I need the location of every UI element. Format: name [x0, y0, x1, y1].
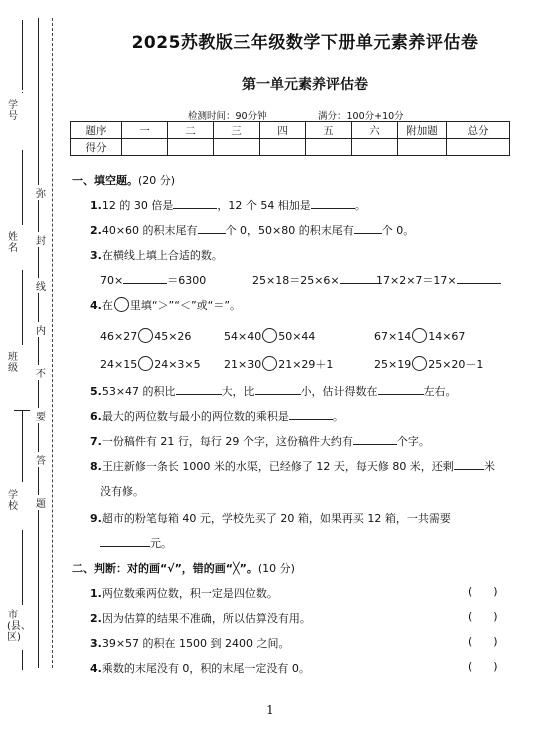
xuehao-write-line — [22, 20, 23, 90]
compare-circle[interactable] — [412, 328, 427, 343]
question-number: 9. — [90, 512, 102, 525]
answer-blank[interactable] — [353, 434, 397, 445]
expr-text: 24×15 — [100, 358, 138, 371]
question-1-4 — [90, 297, 241, 313]
question-text: 39×57 的积在 1500 到 2400 之间。 — [101, 637, 290, 650]
expr-text: 70× — [100, 274, 124, 287]
question-1-5 — [90, 383, 457, 399]
question-1-3 — [90, 247, 223, 263]
score-cell[interactable] — [260, 139, 306, 156]
question-text: 左右。 — [423, 385, 457, 398]
seal-char-5: 不 — [36, 365, 46, 380]
page-title: 2025苏教版三年级数学下册单元素养评估卷 — [131, 33, 479, 53]
expr-text: 25×20－1 — [428, 358, 484, 371]
question-text: 两位数乘两位数，积一定是四位数。 — [101, 587, 278, 600]
question-1-3-row — [100, 272, 206, 288]
question-text: 王庄新修一条长 1000 米的水渠，已经修了 12 天，每天修 80 米，还剩 — [101, 460, 454, 473]
question-text: 里填“＞”“＜”或“＝”。 — [129, 299, 242, 312]
question-text: 40×60 的积末尾有 — [101, 224, 198, 237]
score-cell[interactable] — [306, 139, 352, 156]
table-header-cell: 六 — [352, 122, 398, 139]
answer-blank[interactable] — [354, 223, 382, 234]
question-number: 1. — [90, 587, 102, 600]
question-text: 个 0，50×80 的积末尾有 — [225, 224, 354, 237]
score-cell[interactable] — [352, 139, 398, 156]
sidebar-shixianqu-label: 市(县、区) — [7, 610, 31, 643]
judge-item-3 — [90, 635, 290, 651]
question-text: 小，估计得数在 — [300, 385, 378, 398]
score-cell[interactable] — [447, 139, 510, 156]
question-1-6 — [90, 408, 344, 424]
question-text: 个字。 — [396, 435, 430, 448]
xingming-write-line — [22, 150, 23, 225]
section2-points: (10 分) — [257, 562, 295, 575]
question-number: 6. — [90, 410, 102, 423]
question-1-1 — [90, 197, 366, 213]
answer-blank[interactable] — [198, 223, 226, 234]
page-subtitle: 第一单元素养评估卷 — [242, 77, 368, 93]
judge-item-1 — [90, 585, 278, 601]
question-text: 个 0。 — [381, 224, 415, 237]
score-table — [70, 121, 510, 156]
seal-char-3: 线 — [36, 278, 46, 293]
compare-row — [224, 356, 333, 372]
answer-paren[interactable]: ( ) — [468, 635, 498, 648]
bottom-write-line — [22, 650, 23, 670]
table-header-cell: 二 — [168, 122, 214, 139]
expr-text: 25×19 — [374, 358, 412, 371]
dash-mark — [14, 410, 30, 411]
question-text: 因为估算的结果不准确，所以估算没有用。 — [101, 612, 311, 625]
question-text: 12 的 30 倍是 — [101, 199, 174, 212]
table-header-cell: 附加题 — [398, 122, 447, 139]
compare-circle[interactable] — [262, 328, 277, 343]
question-1-9-cont — [100, 535, 172, 551]
expr-text: 21×29＋1 — [278, 358, 334, 371]
question-text: 没有修。 — [100, 485, 144, 498]
table-header-cell: 三 — [214, 122, 260, 139]
expr-text: 24×3×5 — [154, 358, 201, 371]
answer-blank[interactable] — [123, 273, 167, 284]
table-header-cell: 总分 — [447, 122, 510, 139]
answer-paren[interactable]: ( ) — [468, 585, 498, 598]
page-number: 1 — [266, 703, 274, 717]
answer-paren[interactable]: ( ) — [468, 610, 498, 623]
answer-blank[interactable] — [255, 384, 301, 395]
compare-row — [100, 328, 191, 343]
binding-line-outer — [38, 18, 39, 668]
question-text: 在 — [101, 299, 113, 312]
xuehao-line — [22, 92, 23, 93]
question-text: 53×47 的积比 — [101, 385, 176, 398]
expr-text: 21×30 — [224, 358, 262, 371]
question-number: 4. — [90, 662, 102, 675]
circle-icon — [114, 297, 129, 312]
question-number: 2. — [90, 612, 102, 625]
xuexiao-write-line — [22, 410, 23, 482]
answer-blank[interactable] — [173, 198, 217, 209]
question-text: 最大的两位数与最小的两位数的乘积是 — [101, 410, 289, 423]
answer-blank[interactable] — [289, 409, 333, 420]
answer-blank[interactable] — [311, 198, 355, 209]
seal-char-2: 封 — [36, 232, 46, 247]
question-1-3-row — [252, 272, 380, 288]
question-1-8 — [90, 458, 495, 474]
compare-row — [374, 356, 483, 372]
question-text: 。 — [354, 199, 366, 212]
judge-item-4 — [90, 660, 310, 676]
expr-text: 14×67 — [428, 330, 466, 343]
expr-text: 54×40 — [224, 330, 262, 343]
question-text: ，12 个 54 相加是 — [217, 199, 311, 212]
expr-text: 67×14 — [374, 330, 412, 343]
sidebar-xuehao-label: 学号 — [8, 100, 18, 122]
exam-time: 检测时间：90分钟 — [188, 111, 267, 122]
expr-text: 50×44 — [278, 330, 316, 343]
shixianqu-write-line — [22, 530, 23, 605]
question-number: 4. — [90, 299, 102, 312]
section1-title: 一、填空题。 — [72, 174, 138, 187]
section2-heading — [72, 560, 295, 576]
banji-write-line — [22, 270, 23, 345]
binding-line-dashed — [52, 18, 53, 668]
score-cell[interactable] — [168, 139, 214, 156]
sidebar-banji-label: 班级 — [8, 352, 18, 374]
question-number: 2. — [90, 224, 102, 237]
question-number: 8. — [90, 460, 102, 473]
question-text: 米 — [483, 460, 495, 473]
question-number: 3. — [90, 637, 102, 650]
compare-circle[interactable] — [138, 328, 153, 343]
sidebar-xingming-label: 姓名 — [8, 232, 18, 254]
expr-text: 46×27 — [100, 330, 138, 343]
question-1-9 — [90, 510, 451, 526]
question-number: 7. — [90, 435, 102, 448]
question-text: 乘数的末尾没有 0，积的末尾一定没有 0。 — [101, 662, 310, 675]
question-1-7 — [90, 433, 430, 449]
question-text: 一份稿件有 21 行，每行 29 个字，这份稿件大约有 — [101, 435, 353, 448]
question-number: 3. — [90, 249, 102, 262]
table-header-cell: 五 — [306, 122, 352, 139]
sidebar-xuexiao-label: 学校 — [8, 490, 18, 512]
judge-item-2 — [90, 610, 311, 626]
answer-blank[interactable] — [454, 459, 484, 470]
compare-row — [224, 328, 315, 343]
seal-char-4: 内 — [36, 322, 46, 337]
question-text: 超市的粉笔每箱 40 元，学校先买了 20 箱，如果再买 12 箱，一共需要 — [101, 512, 451, 525]
question-number: 1. — [90, 199, 102, 212]
section1-heading — [72, 172, 175, 188]
table-header-cell: 题序 — [71, 122, 122, 139]
answer-blank[interactable] — [100, 536, 150, 547]
compare-row — [374, 328, 465, 343]
seal-char-1: 弥 — [36, 185, 46, 200]
score-cell[interactable] — [398, 139, 447, 156]
compare-circle[interactable] — [412, 356, 427, 371]
question-text: 。 — [332, 410, 344, 423]
seal-char-7: 答 — [36, 452, 46, 467]
answer-blank[interactable] — [176, 384, 222, 395]
expr-text: 17×2×7＝17× — [376, 274, 457, 287]
question-number: 5. — [90, 385, 102, 398]
score-table-header-row — [71, 122, 510, 139]
seal-char-8: 题 — [36, 495, 46, 510]
expr-text: 25×18＝25×6× — [252, 274, 340, 287]
answer-blank[interactable] — [457, 273, 501, 284]
table-header-cell: 一 — [122, 122, 168, 139]
expr-text: 45×26 — [154, 330, 192, 343]
table-header-cell: 四 — [260, 122, 306, 139]
question-1-2 — [90, 222, 414, 238]
compare-circle[interactable] — [262, 356, 277, 371]
score-cell[interactable] — [214, 139, 260, 156]
question-1-3-row — [376, 272, 501, 288]
compare-row — [100, 356, 201, 371]
full-score: 满分：100分+10分 — [318, 111, 404, 122]
question-text: 在横线上填上合适的数。 — [101, 249, 223, 262]
question-text: 大，比 — [221, 385, 255, 398]
section2-title: 二、判断：对的画“√”，错的画“╳”。 — [72, 562, 258, 575]
table-row-label: 得分 — [71, 139, 122, 156]
score-table-row — [71, 139, 510, 156]
question-text: 元。 — [150, 537, 172, 550]
expr-text: ＝6300 — [167, 274, 207, 287]
score-cell[interactable] — [122, 139, 168, 156]
answer-blank[interactable] — [378, 384, 424, 395]
seal-char-6: 要 — [36, 408, 46, 423]
answer-blank[interactable] — [340, 273, 380, 284]
answer-paren[interactable]: ( ) — [468, 660, 498, 673]
question-1-8-cont — [100, 483, 144, 499]
section1-points: (20 分) — [138, 174, 176, 187]
compare-circle[interactable] — [138, 356, 153, 371]
